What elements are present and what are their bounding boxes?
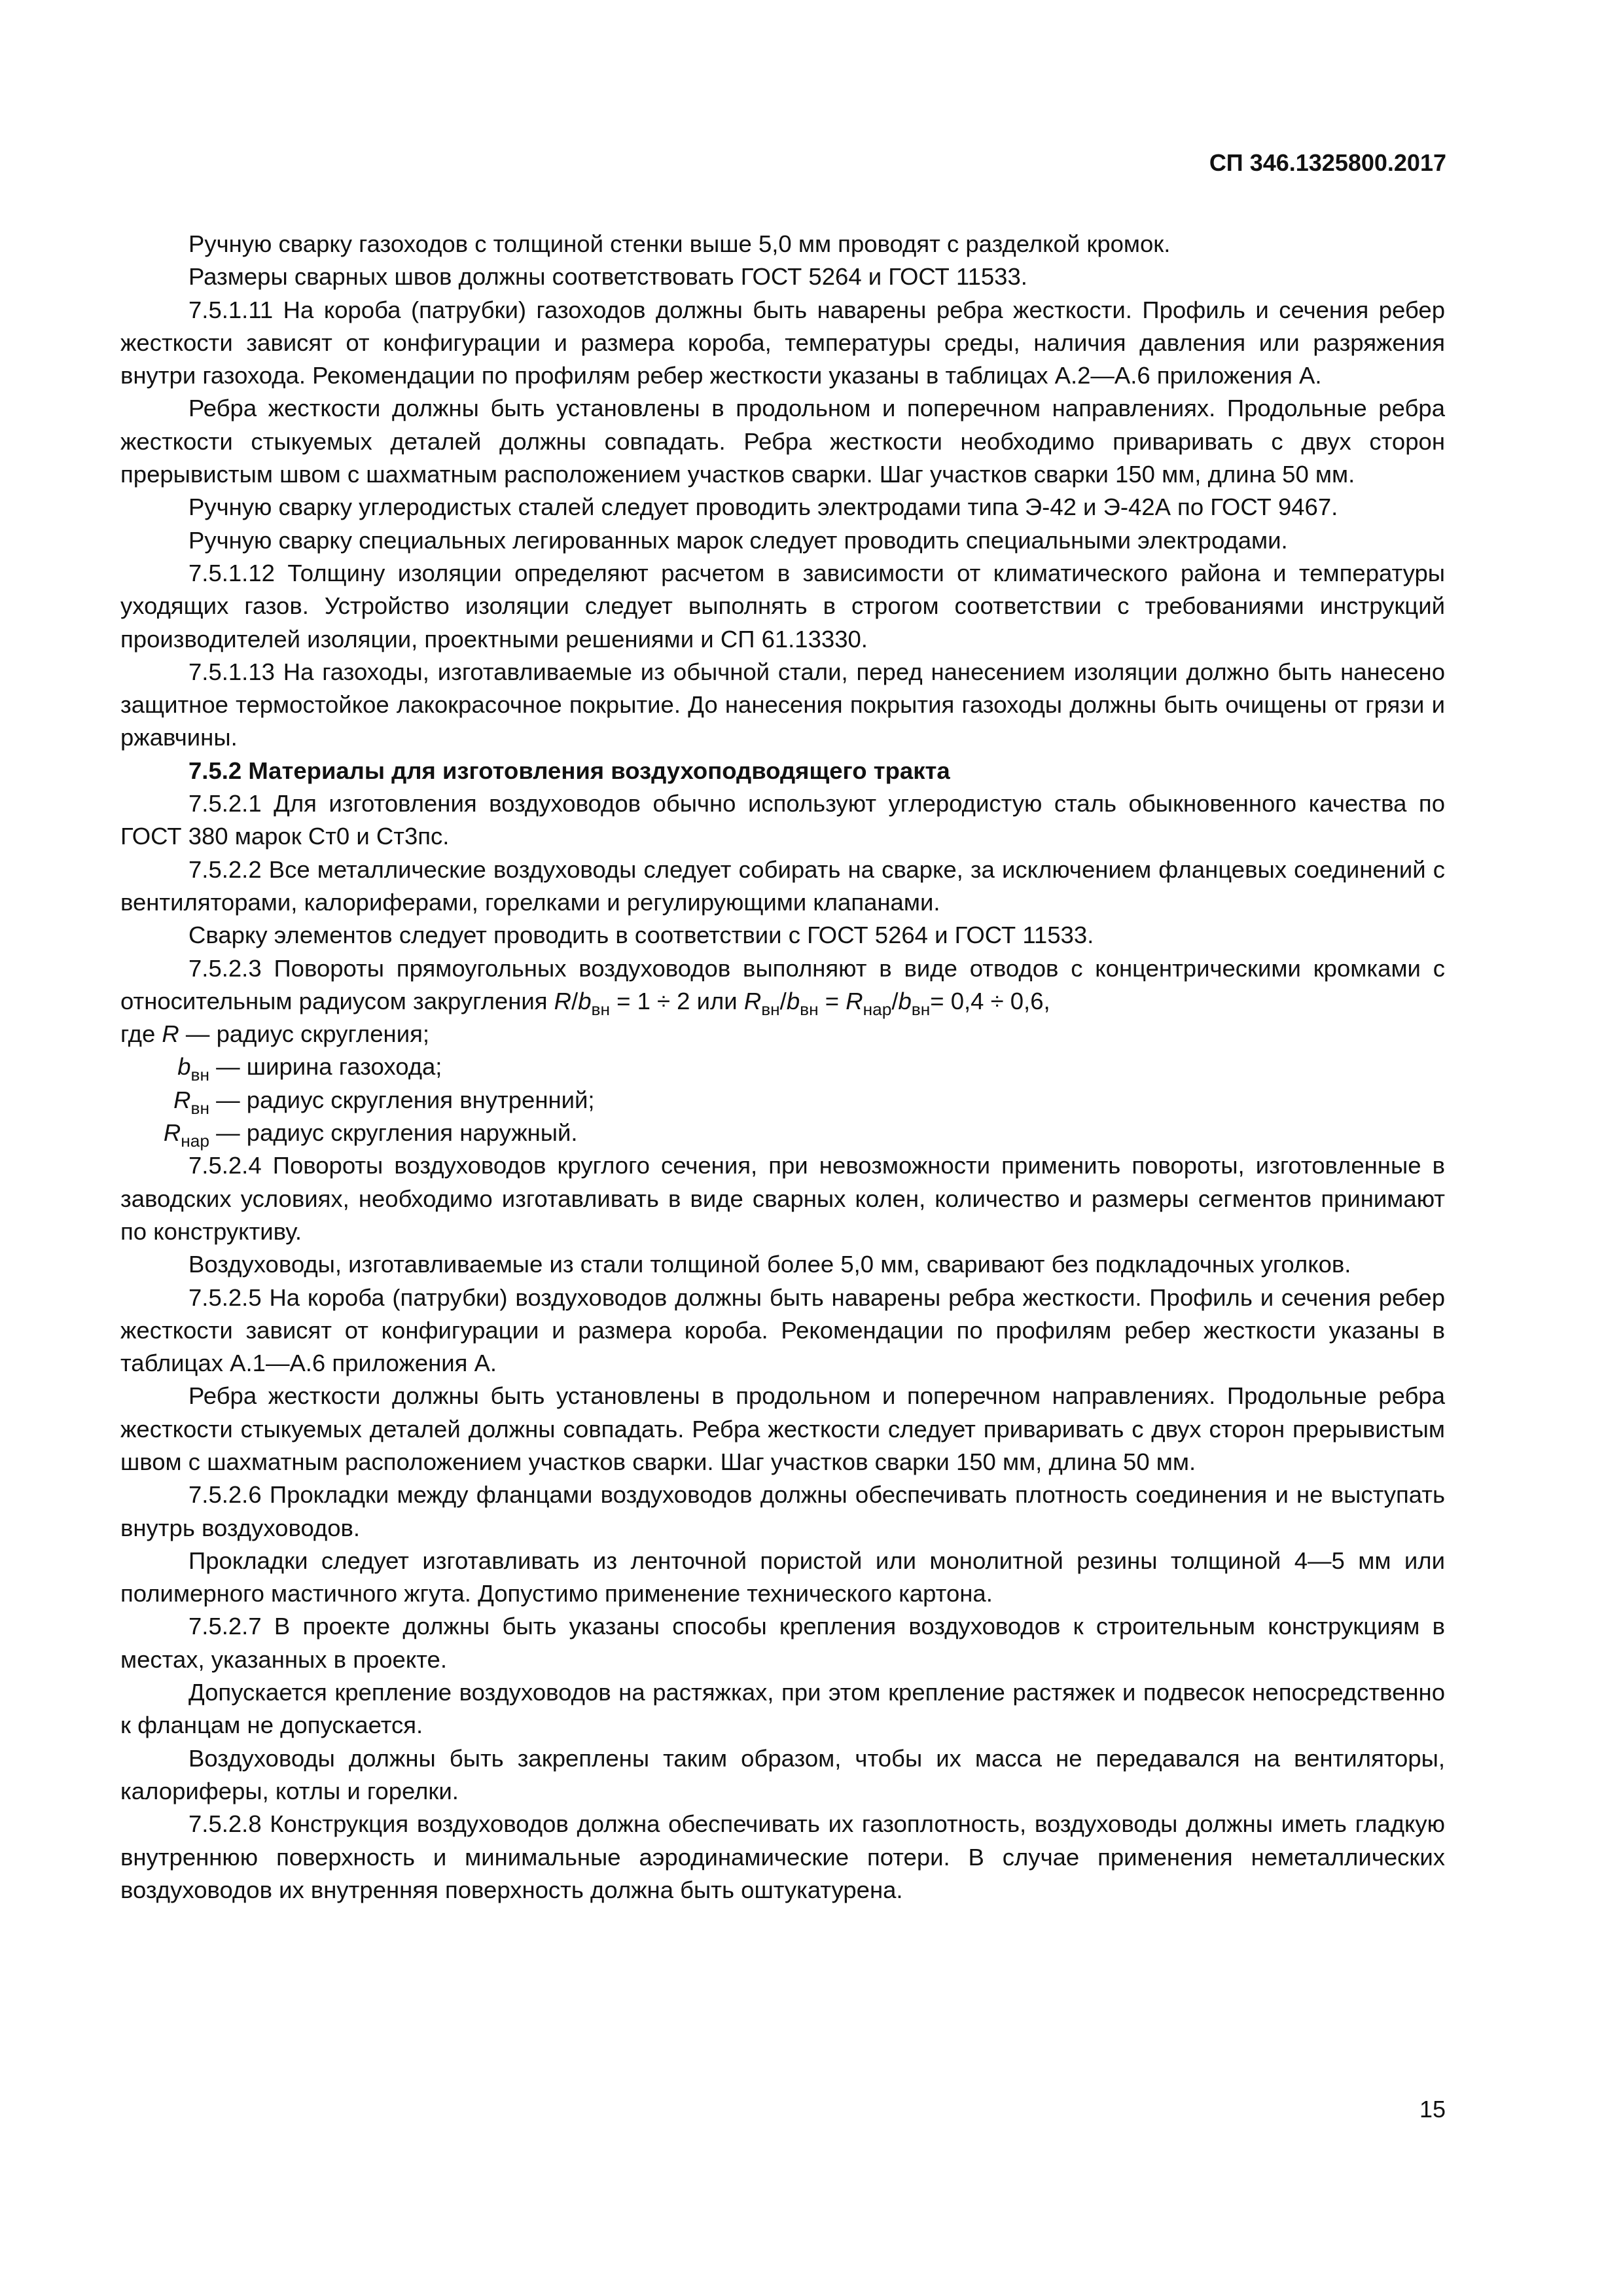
paragraph: 7.5.2.5 На короба (патрубки) воздуховодов должны быть наварены ребра жесткости. Профиль и сечения ребер жесткости зависят от конфигурации и размера короба. Рекомендации по профилям ребер жесткости указаны в таблицах А.1—А.6 приложения А. [120, 1283, 1445, 1377]
paragraph: 7.5.2.7 В проекте должны быть указаны способы крепления воздуховодов к строительным конструкциям в местах, указанных в проекте. [120, 1613, 1445, 1673]
paragraph: Ручную сварку специальных легированных марок следует проводить специальными электродами. [188, 526, 1288, 554]
paragraph: Размеры сварных швов должны соответствовать ГОСТ 5264 и ГОСТ 11533. [188, 263, 1027, 291]
paragraph: 7.5.2.4 Повороты воздуховодов круглого сечения, при невозможности применить повороты, изготовленные в заводских условиях, необходимо изготавливать в виде сварных колен, количество и размеры сегментов принимают по конструктиву. [120, 1152, 1445, 1245]
document-code: СП 346.1325800.2017 [1209, 149, 1446, 176]
paragraph: Ручную сварку газоходов с толщиной стенки выше 5,0 мм проводят с разделкой кромок. [188, 230, 1171, 257]
paragraph: Ребра жесткости должны быть установлены в продольном и поперечном направлениях. Продольные ребра жесткости стыкуемых деталей должны совпадать. Ребра жесткости следует приваривать с двух сторон прерывистым швом с шахматным расположением участков сварки. Шаг участков сварки 150 мм, длина 50 мм. [120, 1382, 1445, 1475]
paragraph: 7.5.2.2 Все металлические воздуховоды следует собирать на сварке, за исключением фланцевых соединений с вентиляторами, калориферами, горелками и регулирующими клапанами. [120, 855, 1445, 916]
paragraph: Ребра жесткости должны быть установлены в продольном и поперечном направлениях. Продольные ребра жесткости стыкуемых деталей должны совпадать. Ребра жесткости необходимо приваривать с двух сторон прерывистым швом с шахматным расположением участков сварки. Шаг участков сварки 150 мм, длина 50 мм. [120, 395, 1445, 488]
paragraph: Воздуховоды, изготавливаемые из стали толщиной более 5,0 мм, сваривают без подкладочных уголков. [188, 1251, 1351, 1278]
paragraph: 7.5.2.8 Конструкция воздуховодов должна обеспечивать их газоплотность, воздуховоды должны иметь гладкую внутреннюю поверхность и минимальные аэродинамические потери. В случае применения неметаллических воздуховодов их внутренняя поверхность должна быть оштукатурена. [120, 1810, 1445, 1903]
paragraph: Воздуховоды должны быть закреплены таким образом, чтобы их масса не передавался на вентиляторы, калориферы, котлы и горелки. [120, 1744, 1445, 1804]
paragraph: Допускается крепление воздуховодов на растяжках, при этом крепление растяжек и подвесок непосредственно к фланцам не допускается. [120, 1679, 1445, 1739]
paragraph: 7.5.1.13 На газоходы, изготавливаемые из обычной стали, перед нанесением изоляции должно быть нанесено защитное термостойкое лакокрасочное покрытие. До нанесения покрытия газоходы должны быть очищены от грязи и ржавчины. [120, 658, 1445, 751]
paragraph: 7.5.2.6 Прокладки между фланцами воздуховодов должны обеспечивать плотность соединения и не выступать внутрь воздуховодов. [120, 1481, 1445, 1541]
paragraph: 7.5.1.12 Толщину изоляции определяют расчетом в зависимости от климатического района и температуры уходящих газов. Устройство изоляции следует выполнять в строгом соответствии с требованиями инструкций производителей изоляции, проектными решениями и СП 61.13330. [120, 559, 1445, 653]
definition-r-vn: $R_{вн}$ — радиус скругления внутренний; [173, 1086, 595, 1118]
formula-where-line: где R — радиус скругления; [120, 1020, 429, 1048]
definition-b-vn: $b_{вн}$ — ширина газохода; [177, 1053, 442, 1085]
body-text [120, 228, 1445, 1907]
paragraph: 7.5.1.11 На короба (патрубки) газоходов должны быть наварены ребра жесткости. Профиль и сечения ребер жесткости зависят от конфигурации и размера короба, температуры среды, наличия давления или разряжения внутри газохода. Рекомендации по профилям ребер жесткости указаны в таблицах А.2—А.6 приложения А. [120, 296, 1445, 389]
definition-r-nar: $R_{нар}$ — радиус скругления наружный. [163, 1119, 578, 1151]
paragraph: 7.5.2.1 Для изготовления воздуховодов обычно используют углеродистую сталь обыкновенного качества по ГОСТ 380 марок Ст0 и Ст3пс. [120, 790, 1445, 850]
page-number: 15 [1419, 2096, 1446, 2123]
paragraph-with-formula: 7.5.2.3 Повороты прямоугольных воздуховодов выполняют в виде отводов с концентрическими кромками с относительным радиусом закругления $R/b_{вн} = 1 \div 2$ или $R_{вн}/b_{вн} = R_{нар}/b_{вн}= 0,4 \div 0,6$, [120, 954, 1445, 1020]
paragraph: Прокладки следует изготавливать из ленточной пористой или монолитной резины толщиной 4—5 мм или полимерного мастичного жгута. Допустимо применение технического картона. [120, 1547, 1445, 1607]
paragraph: Сварку элементов следует проводить в соответствии с ГОСТ 5264 и ГОСТ 11533. [188, 922, 1094, 949]
section-heading: 7.5.2 Материалы для изготовления воздухоподводящего тракта [188, 757, 950, 784]
paragraph: Ручную сварку углеродистых сталей следует проводить электродами типа Э-42 и Э-42А по ГОСТ 9467. [188, 493, 1338, 521]
